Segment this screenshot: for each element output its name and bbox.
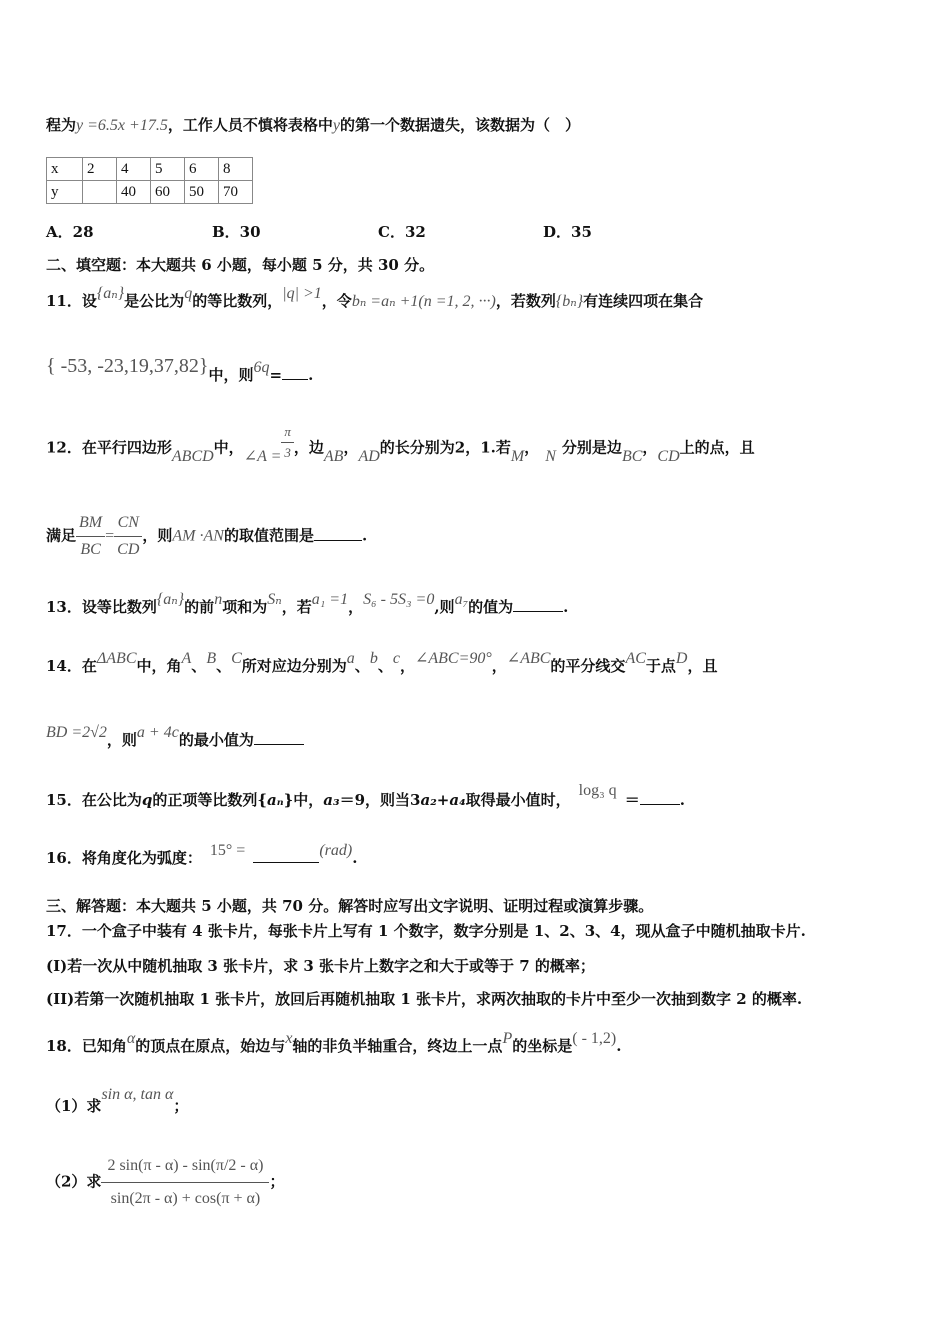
q15-text: }中， bbox=[283, 791, 324, 809]
question-11-line-2 bbox=[46, 355, 910, 386]
question-12-line-1 bbox=[46, 424, 910, 469]
table-cell: 4 bbox=[117, 158, 151, 181]
q13-math: S₆ - 5S₃ =0 bbox=[363, 591, 435, 608]
q13-text: . bbox=[563, 598, 569, 616]
q16-number: 16． bbox=[46, 849, 82, 867]
data-table bbox=[46, 157, 253, 204]
intro-mid: ，工作人员不慎将表格中 bbox=[167, 116, 333, 134]
q14-math: ΔABC bbox=[96, 650, 137, 667]
q14-math: C bbox=[231, 650, 242, 667]
intro-prefix: 程为 bbox=[46, 116, 77, 134]
q18-text: 的坐标是 bbox=[512, 1037, 573, 1055]
q12-text: ， bbox=[642, 438, 658, 457]
section-2-heading: 二、填空题：本大题共 6 小题，每小题 5 分，共 30 分。 bbox=[46, 256, 435, 274]
fraction-denominator: sin(2π - α) + cos(π + α) bbox=[110, 1190, 261, 1207]
question-12-line-2 bbox=[46, 510, 910, 563]
q12-text: 上的点，且 bbox=[679, 438, 755, 457]
q12-ratio-bm-bc bbox=[76, 510, 105, 563]
q12-math: AB bbox=[323, 447, 344, 465]
q18-part-label: （2）求 bbox=[46, 1172, 102, 1191]
q12-math: ABCD bbox=[171, 447, 214, 465]
question-13 bbox=[46, 591, 910, 618]
q11-math: {bₙ} bbox=[555, 293, 584, 310]
q15-text: + bbox=[436, 791, 450, 809]
table-cell: 60 bbox=[151, 181, 185, 204]
q12-math: BC bbox=[621, 447, 643, 465]
q18-part-2-fraction bbox=[101, 1150, 269, 1215]
q18-math: x bbox=[285, 1030, 293, 1047]
option-c: C．32 bbox=[378, 223, 426, 241]
q13-text: 项和为 bbox=[222, 598, 268, 616]
q12-text: 在平行四边形 bbox=[81, 438, 172, 457]
question-11-line-1 bbox=[46, 285, 910, 312]
q14-text: ，则 bbox=[106, 731, 137, 749]
q18-math: P bbox=[502, 1030, 513, 1047]
q11-text: = bbox=[269, 366, 283, 384]
table-cell: x bbox=[47, 158, 83, 181]
intro-suffix: 的第一个数据遗失，该数据为（ ） bbox=[339, 116, 580, 134]
q18-part-label: （1）求 bbox=[46, 1097, 102, 1115]
q15-var: aₙ bbox=[267, 791, 284, 809]
q12-text: . bbox=[361, 526, 368, 545]
q13-math: Sₙ bbox=[267, 591, 282, 608]
q15-text: . bbox=[679, 791, 685, 809]
q12-number: 12． bbox=[46, 438, 82, 457]
q14-text: 在 bbox=[81, 657, 97, 675]
answer-blank[interactable] bbox=[254, 730, 304, 745]
question-18-part-1 bbox=[46, 1086, 910, 1117]
q11-text: ，若数列 bbox=[495, 292, 556, 310]
table-cell: 70 bbox=[219, 181, 253, 204]
option-d: D．35 bbox=[543, 223, 592, 241]
answer-blank[interactable] bbox=[253, 848, 319, 863]
answer-blank[interactable] bbox=[513, 597, 563, 612]
q14-text: 、 bbox=[354, 657, 370, 675]
table-cell: 6 bbox=[185, 158, 219, 181]
q13-math: n bbox=[214, 591, 223, 608]
q13-text: ， bbox=[348, 598, 364, 616]
q15-var: a₃ bbox=[323, 791, 340, 809]
table-cell: 8 bbox=[219, 158, 253, 181]
answer-blank[interactable] bbox=[640, 790, 680, 805]
q13-math: {aₙ} bbox=[156, 591, 185, 608]
fraction-numerator: CN bbox=[114, 510, 142, 537]
q14-math: c bbox=[392, 650, 400, 667]
q14-math: ∠ABC bbox=[506, 650, 551, 667]
q15-text: 在公比为 bbox=[81, 791, 142, 809]
q15-text: ＝ bbox=[624, 791, 640, 809]
q11-text: ，令 bbox=[321, 292, 352, 310]
q14-text: 于点 bbox=[645, 657, 676, 675]
fraction-denominator: CD bbox=[117, 541, 140, 558]
question-17-line-1: 17．一个盒子中装有 4 张卡片，每张卡片上写有 1 个数字，数字分别是 1、2、3、4，现从盒子中随机抽取卡片. bbox=[46, 922, 806, 940]
intro-var: y bbox=[332, 117, 340, 134]
question-17-part-1: (I)若一次从中随机抽取 3 张卡片，求 3 张卡片上数字之和大于或等于 7 的概率； bbox=[46, 957, 595, 975]
q15-var: q bbox=[141, 791, 153, 809]
q16-unit: (rad) bbox=[319, 842, 353, 859]
q15-log: log₃ q bbox=[578, 782, 617, 799]
q11-math: q bbox=[184, 285, 193, 302]
q15-text: 取得最小值时， bbox=[465, 791, 571, 809]
fraction-numerator: BM bbox=[76, 510, 105, 537]
q14-text: 中，角 bbox=[136, 657, 182, 675]
table-cell: 2 bbox=[83, 158, 117, 181]
q12-text: ， bbox=[343, 438, 359, 457]
q12-angle-fraction bbox=[281, 422, 294, 463]
q13-text: ,则 bbox=[434, 598, 455, 616]
q13-number: 13． bbox=[46, 598, 82, 616]
q18-math: α bbox=[126, 1030, 136, 1047]
q12-text: 分别是边 bbox=[561, 438, 622, 457]
q14-math: A bbox=[181, 650, 192, 667]
q15-text: 的正项等比数列{ bbox=[152, 791, 268, 809]
q14-math: a bbox=[346, 650, 355, 667]
intro-line bbox=[46, 115, 910, 136]
q18-text: ； bbox=[173, 1097, 189, 1115]
option-a: A．28 bbox=[46, 223, 94, 241]
q16-text: . bbox=[352, 849, 358, 867]
q14-math: BD =2√2 bbox=[46, 724, 107, 741]
table-cell: 40 bbox=[117, 181, 151, 204]
q14-math: AC bbox=[625, 650, 646, 667]
q14-math: a + 4c bbox=[136, 724, 179, 741]
answer-blank[interactable] bbox=[282, 365, 308, 380]
section-3-heading: 三、解答题：本大题共 5 小题，共 70 分。解答时应写出文字说明、证明过程或演算步骤。 bbox=[46, 897, 654, 915]
q11-math: 6q bbox=[253, 359, 270, 376]
q16-text: 将角度化为弧度： bbox=[81, 849, 202, 867]
q12-text: ，边 bbox=[293, 438, 324, 457]
q18-math: ( - 1,2) bbox=[572, 1030, 617, 1047]
q14-math: b bbox=[369, 650, 378, 667]
q18-text: ； bbox=[269, 1172, 285, 1191]
q11-text: . bbox=[308, 366, 314, 384]
q18-text: 的顶点在原点，始边与 bbox=[135, 1037, 286, 1055]
q12-math: M bbox=[510, 447, 525, 465]
table-cell: y bbox=[47, 181, 83, 204]
table-row-y bbox=[47, 181, 253, 204]
question-18 bbox=[46, 1030, 910, 1057]
q18-text: 已知角 bbox=[81, 1037, 127, 1055]
question-16 bbox=[46, 842, 910, 869]
question-17-part-2: (II)若第一次随机抽取 1 张卡片，放回后再随机抽取 1 张卡片，求两次抽取的卡片中至少一次抽到数字 2 的概率. bbox=[46, 990, 803, 1008]
q18-part-1-math: sin α, tan α bbox=[101, 1086, 174, 1103]
q12-ratio-cn-cd bbox=[114, 510, 142, 563]
q12-text: 中， bbox=[213, 438, 244, 457]
q14-text: 的平分线交 bbox=[550, 657, 626, 675]
q14-text: 的最小值为 bbox=[178, 731, 254, 749]
q14-text: ，且 bbox=[687, 657, 718, 675]
q14-text: 所对应边分别为 bbox=[241, 657, 347, 675]
q13-text: ，若 bbox=[281, 598, 312, 616]
q15-var: a₂ bbox=[420, 791, 437, 809]
q11-text: 设 bbox=[81, 292, 97, 310]
q14-math: B bbox=[206, 650, 217, 667]
q13-math: a₇ bbox=[454, 591, 469, 608]
question-14-line-2 bbox=[46, 724, 910, 751]
table-cell: 5 bbox=[151, 158, 185, 181]
fraction-denominator: 3 bbox=[284, 445, 291, 460]
q11-set: { -53, -23,19,37,82} bbox=[46, 355, 209, 377]
fraction-numerator: 2 sin(π - α) - sin(π/2 - α) bbox=[101, 1150, 269, 1183]
answer-blank[interactable] bbox=[314, 526, 362, 541]
q11-math: {aₙ} bbox=[96, 285, 125, 302]
regression-equation: y =6.5x +17.5 bbox=[76, 117, 168, 134]
q18-text: . bbox=[616, 1037, 622, 1055]
q12-math: ∠A = bbox=[243, 447, 282, 465]
fraction-numerator: π bbox=[281, 422, 294, 443]
q14-text: 、 bbox=[191, 657, 207, 675]
q11-number: 11． bbox=[46, 292, 82, 310]
question-15 bbox=[46, 782, 910, 811]
q14-math: D bbox=[675, 650, 688, 667]
q14-text: ， bbox=[399, 657, 415, 675]
q12-math: CD bbox=[657, 447, 680, 465]
q16-math: 15° = bbox=[209, 842, 246, 859]
table-row-x bbox=[47, 158, 253, 181]
q13-text: 的前 bbox=[184, 598, 215, 616]
question-18-part-2 bbox=[46, 1150, 910, 1215]
q12-dot-product: AM ·AN bbox=[172, 527, 224, 545]
table-cell: 50 bbox=[185, 181, 219, 204]
q11-math: |q| >1 bbox=[282, 285, 322, 302]
q12-math: N bbox=[545, 447, 556, 465]
q15-text: ＝9，则当3 bbox=[339, 791, 421, 809]
q12-text: 的长分别为2，1.若 bbox=[379, 438, 511, 457]
q13-text: 的值为 bbox=[468, 598, 514, 616]
q13-math: a₁ =1 bbox=[311, 591, 349, 608]
q15-var: a₄ bbox=[449, 791, 466, 809]
q18-number: 18． bbox=[46, 1037, 82, 1055]
q11-text: 是公比为 bbox=[124, 292, 185, 310]
q14-math: ∠ABC=90° bbox=[414, 650, 492, 667]
q14-text: ， bbox=[491, 657, 507, 675]
q12-text: 满足 bbox=[46, 526, 77, 545]
q14-number: 14． bbox=[46, 657, 82, 675]
q14-text: 、 bbox=[377, 657, 393, 675]
q18-text: 轴的非负半轴重合，终边上一点 bbox=[292, 1037, 503, 1055]
q11-text: 的等比数列， bbox=[192, 292, 283, 310]
table-cell bbox=[83, 181, 117, 204]
q11-math: bₙ =aₙ +1(n =1, 2, ···) bbox=[351, 293, 496, 310]
q12-equals: = bbox=[105, 527, 115, 545]
q13-text: 设等比数列 bbox=[81, 598, 157, 616]
option-b: B．30 bbox=[212, 223, 261, 241]
q12-text: ，则 bbox=[142, 526, 173, 545]
q12-text: ， bbox=[524, 438, 540, 457]
question-14-line-1 bbox=[46, 650, 910, 677]
q12-text: 的取值范围是 bbox=[223, 526, 314, 545]
q15-number: 15． bbox=[46, 791, 82, 809]
fraction-denominator: BC bbox=[80, 541, 101, 558]
q14-text: 、 bbox=[216, 657, 232, 675]
q11-text: 有连续四项在集合 bbox=[583, 292, 704, 310]
q11-text: 中，则 bbox=[208, 366, 254, 384]
q12-math: AD bbox=[358, 447, 380, 465]
